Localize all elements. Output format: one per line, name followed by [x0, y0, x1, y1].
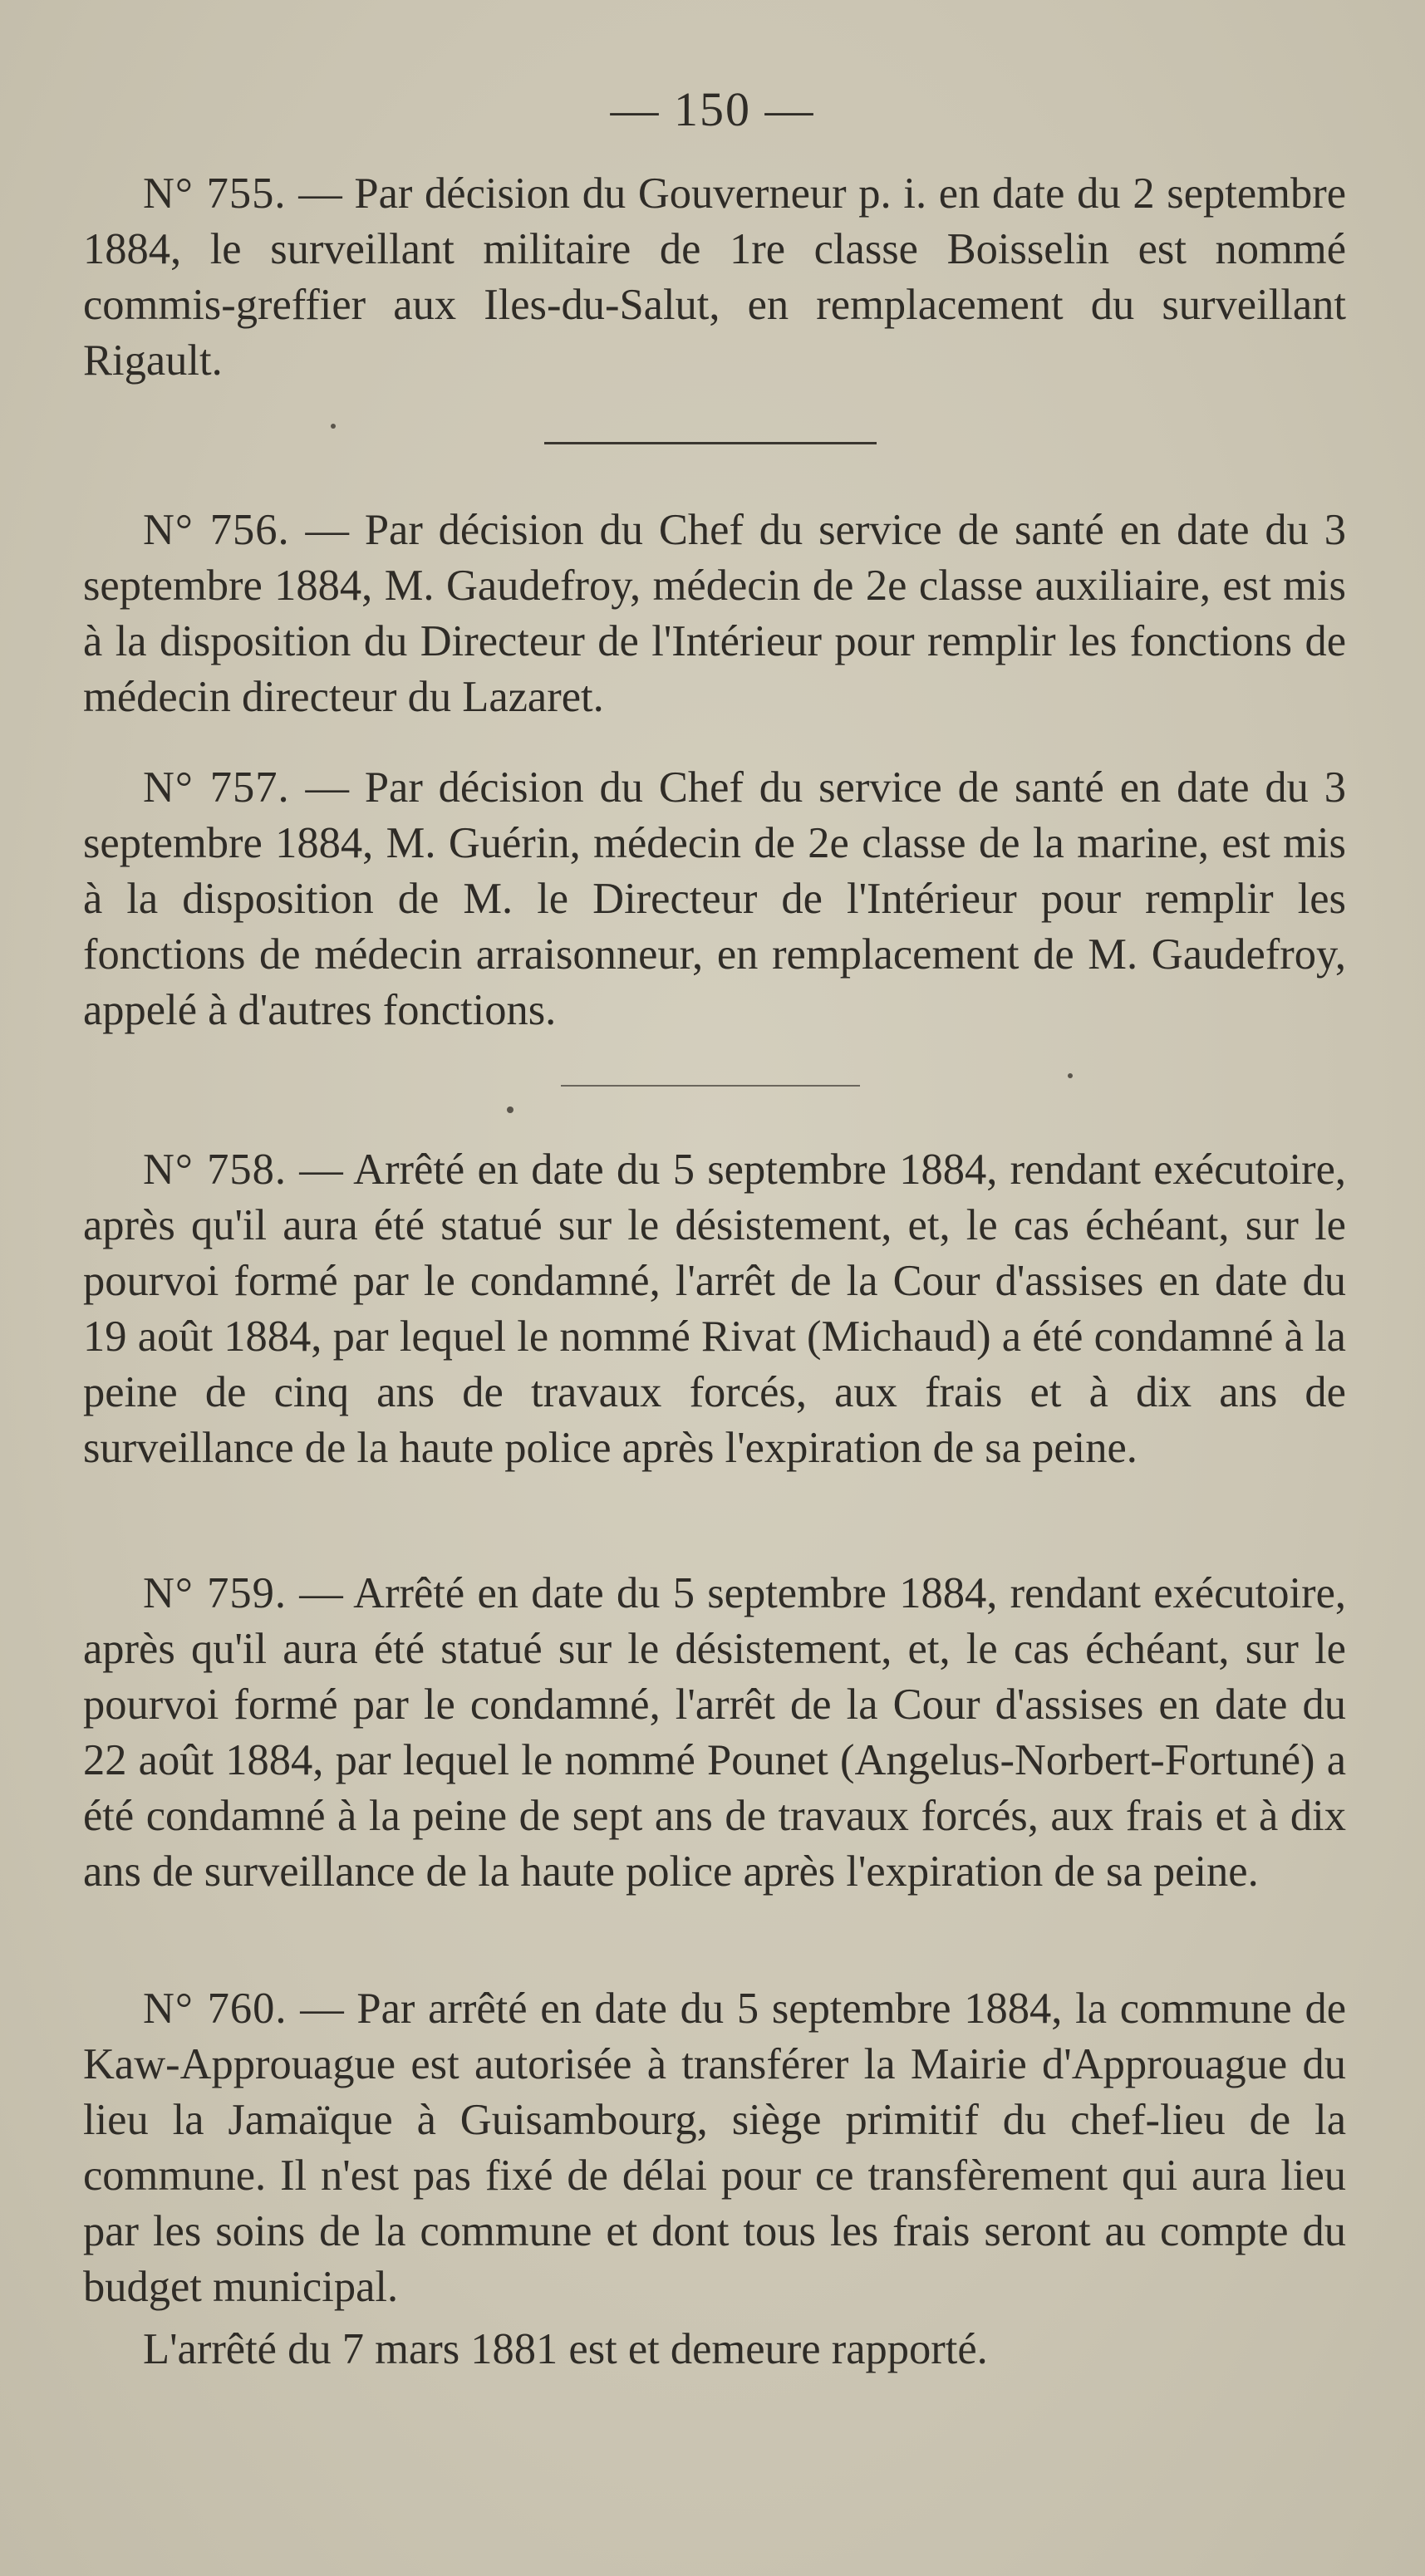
entry-paragraph	[83, 1142, 1346, 1476]
entry-756	[83, 503, 1346, 725]
entry-text: — Arrêté en date du 5 septembre 1884, rendant exécutoire, après qu'il aura été statué sur le désistement, et, le cas échéant, sur le pourvoi formé par le condamné, l'arrêt de la Cour d'assises en date du 22 août 1884, par lequel le nommé Pounet (Angelus-Norbert-Fortuné) a été condamné à la peine de sept ans de travaux forcés, aux frais et à dix ans de surveillance de la haute police après l'expiration de sa peine.	[83, 1569, 1346, 1896]
entry-text: — Arrêté en date du 5 septembre 1884, rendant exécutoire, après qu'il aura été statué sur le désistement, et, le cas échéant, sur le pourvoi formé par le condamné, l'arrêt de la Cour d'assises en date du 19 août 1884, par lequel le nommé Rivat (Michaud) a été condamné à la peine de cinq ans de travaux forcés, aux frais et à dix ans de surveillance de la haute police après l'expiration de sa peine.	[83, 1146, 1346, 1472]
entry-759	[83, 1566, 1346, 1900]
entry-paragraph: L'arrêté du 7 mars 1881 est et demeure rapporté.	[143, 2325, 988, 2373]
entry-760	[83, 1981, 1346, 2377]
entry-number: N° 758.	[143, 1146, 287, 1194]
entry-number: N° 759.	[143, 1569, 287, 1617]
ink-speck	[1068, 1073, 1073, 1078]
entry-number: N° 755.	[143, 169, 287, 218]
entry-text: — Par décision du Gouverneur p. i. en date du 2 septembre 1884, le surveillant militaire de 1re classe Boisselin est nommé commis-greffier aux Iles-du-Salut, en remplacement du surveillant Rigault.	[83, 169, 1347, 385]
entry-755	[83, 166, 1346, 389]
entry-text: — Par décision du Chef du service de santé en date du 3 septembre 1884, M. Guérin, médecin de 2e classe de la marine, est mis à la disposition de M. le Directeur de l'Intérieur pour remplir les fonctions de médecin arraisonneur, en remplacement de M. Gaudefroy, appelé à d'autres fonctions.	[83, 763, 1346, 1034]
entry-paragraph	[83, 1566, 1346, 1900]
entry-text: — Par arrêté en date du 5 septembre 1884, la commune de Kaw-Approuague est autorisée à transférer la Mairie d'Approuague du lieu la Jamaïque à Guisambourg, siège primitif du chef-lieu de la commune. Il n'est pas fixé de délai pour ce transfèrement qui aura lieu par les soins de la commune et dont tous les frais seront au compte du budget municipal.	[83, 1985, 1346, 2311]
entry-paragraph	[83, 1981, 1346, 2315]
entry-number: N° 757.	[143, 763, 290, 812]
entry-number: N° 760.	[143, 1985, 287, 2033]
entry-paragraph	[83, 760, 1346, 1038]
entry-757	[83, 760, 1346, 1038]
entry-paragraph	[83, 166, 1346, 389]
page-number: — 150 —	[610, 82, 815, 136]
section-divider	[544, 442, 877, 444]
entry-paragraph	[83, 503, 1346, 725]
section-divider	[561, 1085, 860, 1087]
entry-number: N° 756.	[143, 506, 290, 554]
entry-text: — Par décision du Chef du service de santé en date du 3 septembre 1884, M. Gaudefroy, médecin de 2e classe auxiliaire, est mis à la disposition du Directeur de l'Intérieur pour remplir les fonctions de médecin directeur du Lazaret.	[83, 506, 1346, 721]
entry-758	[83, 1142, 1346, 1476]
ink-speck	[507, 1106, 513, 1113]
ink-speck	[331, 424, 336, 429]
